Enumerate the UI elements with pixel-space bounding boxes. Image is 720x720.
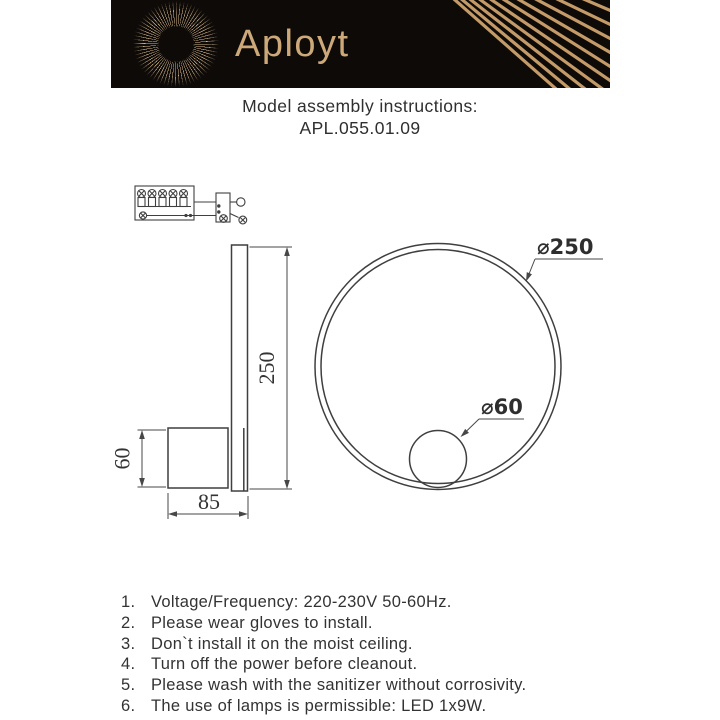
list-item-number: 6. xyxy=(121,696,136,715)
model-number: APL.055.01.09 xyxy=(299,117,421,138)
dim-depth-label: 85 xyxy=(198,489,220,514)
list-item-text: The use of lamps is permissible: LED 1x9W. xyxy=(151,696,487,715)
list-item-text: Please wear gloves to install. xyxy=(151,613,373,632)
list-item xyxy=(121,613,641,634)
list-item xyxy=(121,654,641,675)
list-item-text: Don`t install it on the moist ceiling. xyxy=(151,634,413,653)
ring-diameter-label: ⌀250 xyxy=(537,235,594,259)
sunburst-logo-icon xyxy=(132,0,220,88)
list-item xyxy=(121,634,641,655)
instruction-list xyxy=(121,592,641,717)
list-item-text: Please wash with the sanitizer without corrosivity. xyxy=(151,676,527,695)
list-item xyxy=(121,696,641,717)
orb-diameter-label: ⌀60 xyxy=(481,395,523,419)
list-item-number: 1. xyxy=(121,593,136,611)
list-item xyxy=(121,592,641,613)
technical-drawing xyxy=(0,160,720,560)
brand-banner xyxy=(111,0,610,88)
list-item-number: 3. xyxy=(121,634,136,653)
list-item-number: 5. xyxy=(121,676,136,695)
dim-base-height-label: 60 xyxy=(109,447,135,470)
brand-wordmark: Aployt xyxy=(235,23,350,65)
page-title xyxy=(0,96,720,139)
title-line-1: Model assembly instructions: xyxy=(242,96,478,116)
side-view xyxy=(110,245,293,519)
list-item-text: Turn off the power before cleanout. xyxy=(151,655,418,674)
wiring-diagram xyxy=(135,186,247,224)
dim-height-label: 250 xyxy=(254,351,279,385)
list-item-number: 2. xyxy=(121,613,136,632)
decorative-rays-icon xyxy=(350,0,610,88)
list-item-number: 4. xyxy=(121,655,136,674)
list-item-text: Voltage/Frequency: 220-230V 50-60Hz. xyxy=(151,593,452,611)
list-item xyxy=(121,675,641,696)
front-view xyxy=(315,235,603,490)
